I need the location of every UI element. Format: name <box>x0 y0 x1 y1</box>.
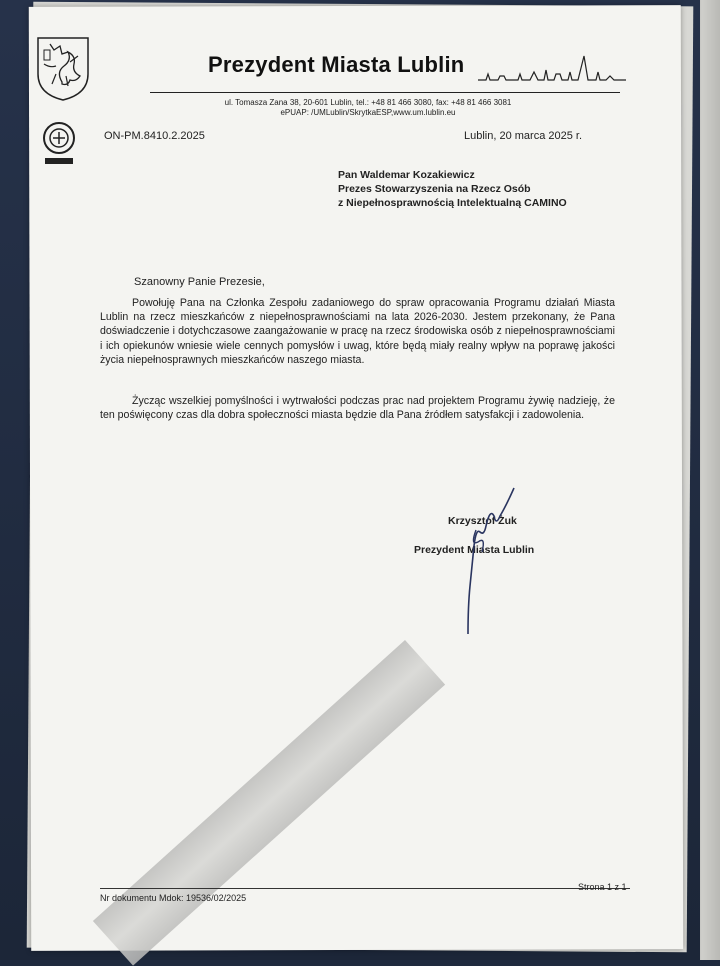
office-address <box>188 98 548 118</box>
document-number: Nr dokumentu Mdok: 19536/02/2025 <box>100 893 247 903</box>
recipient-organization: z Niepełnosprawnością Intelektualną CAMINO <box>338 197 567 209</box>
header-divider <box>150 92 620 93</box>
epuap-line: ePUAP: /UMLublin/SkrytkaESP,www.um.lublin.eu <box>280 108 456 117</box>
footer-divider <box>100 888 630 889</box>
city-skyline-icon <box>478 46 626 92</box>
handwritten-signature-icon <box>440 486 520 636</box>
reference-number: ON-PM.8410.2.2025 <box>104 130 205 142</box>
certification-seal-icon <box>40 120 78 168</box>
letter-paragraph-1: Powołuję Pana na Członka Zespołu zadaniowego do spraw opracowania Programu działań Miasta Lublin na rzecz mieszkańców z niepełnosprawnościami na lata 2026-2030. Jestem przekonany, że Pana doświadczenie i dotychczasowe zaangażowanie w pracę na rzecz środowiska osób z niepełnosprawnościami i ich opiekunów wniesie wiele cennych pomysłów i uwag, które będą miały realny wpływ na poprawę jakości życia niepełnosprawnych mieszkańców naszego miasta. <box>100 297 615 366</box>
letter-paragraph-2: Życząc wszelkiej pomyślności i wytrwałości podczas prac nad projektem Programu żywię nadzieję, że ten poświęcony czas dla dobra społeczności miasta będzie dla Pana źródłem satysfakcji i zadowolenia. <box>100 395 615 422</box>
page-number: Strona 1 z 1 <box>578 882 627 892</box>
letter-page <box>29 5 683 951</box>
recipient-block <box>338 168 567 210</box>
salutation: Szanowny Panie Prezesie, <box>134 276 265 288</box>
recipient-name: Pan Waldemar Kozakiewicz <box>338 169 475 181</box>
signatory-name: Krzysztof Żuk <box>448 515 517 527</box>
signatory-title: Prezydent Miasta Lublin <box>414 544 535 556</box>
recipient-position: Prezes Stowarzyszenia na Rzecz Osób <box>338 183 531 195</box>
office-title: Prezydent Miasta Lublin <box>208 52 465 77</box>
letter-date: Lublin, 20 marca 2025 r. <box>464 130 583 142</box>
address-line: ul. Tomasza Zana 38, 20-601 Lublin, tel.: +48 81 466 3080, fax: +48 81 466 3081 <box>224 98 512 107</box>
lublin-coat-of-arms-icon <box>34 34 92 102</box>
